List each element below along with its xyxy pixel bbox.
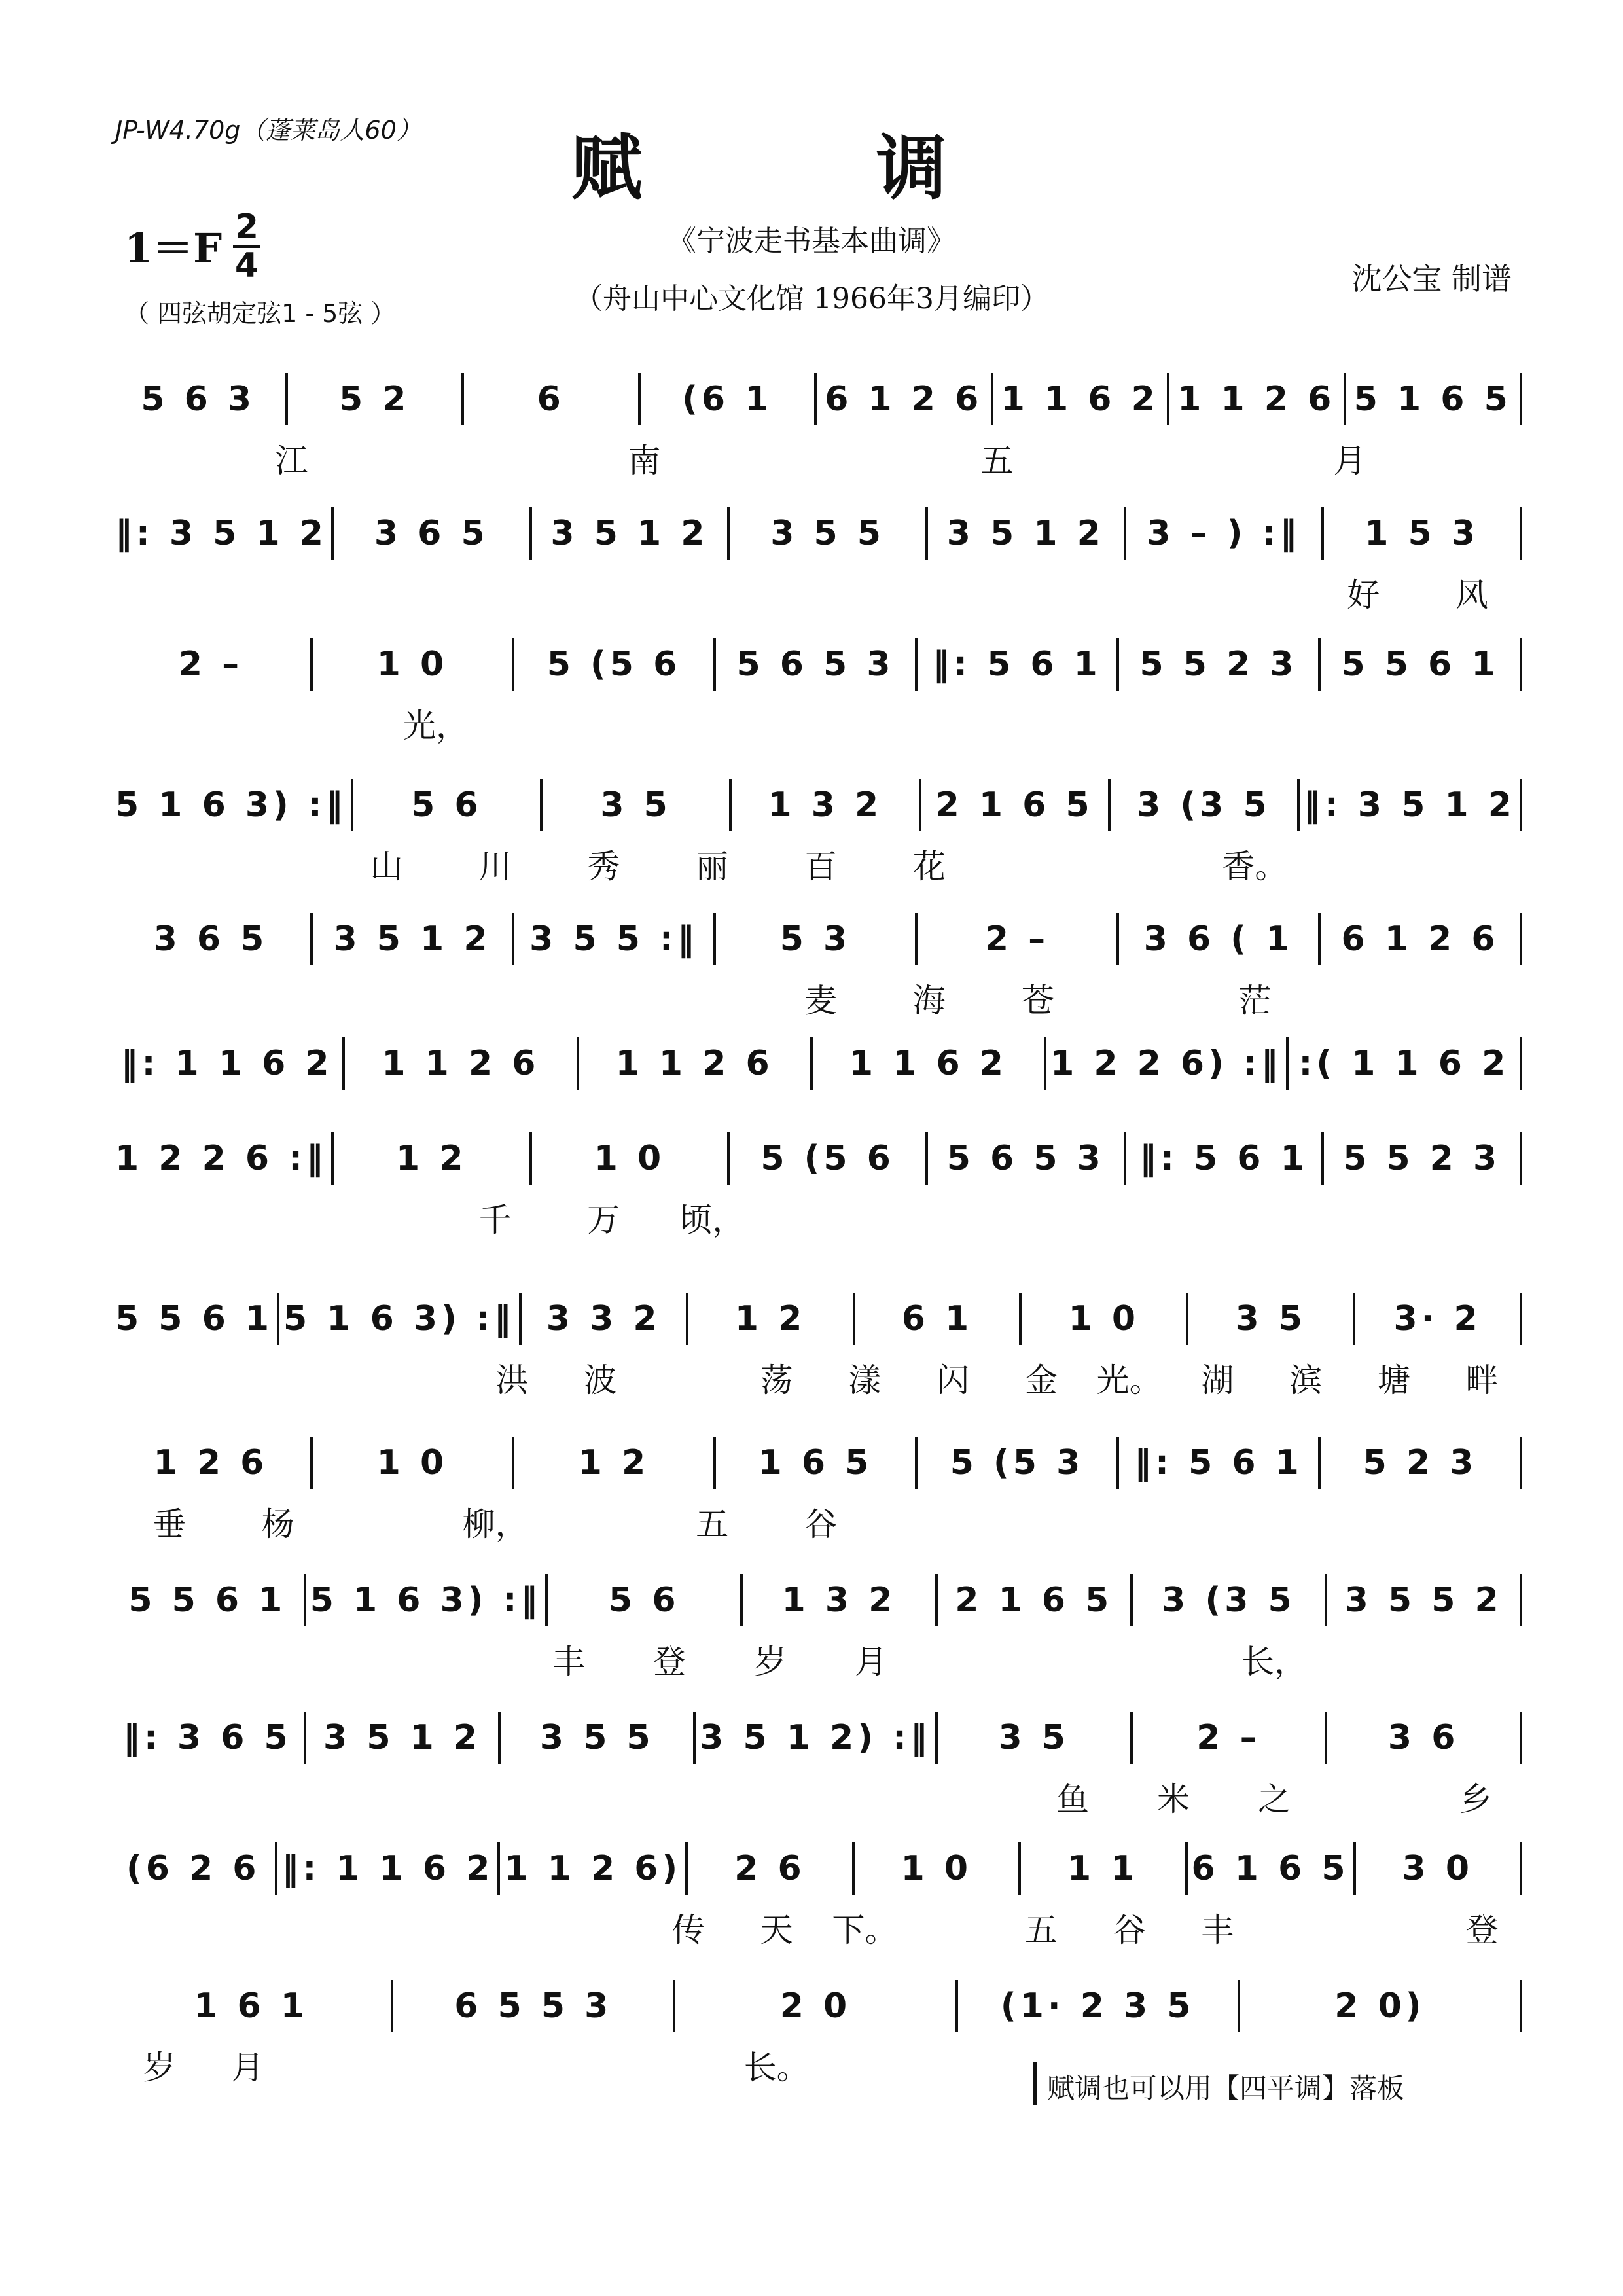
lyric-syllable: 谷 — [1113, 1911, 1146, 1949]
measure: 6 — [537, 380, 565, 419]
lyrics-row — [115, 1774, 1526, 1820]
barline — [1186, 1293, 1188, 1345]
barline — [935, 1574, 938, 1626]
barline — [1318, 913, 1321, 965]
barline — [519, 1293, 522, 1345]
measure: 3 0 — [1402, 1849, 1473, 1888]
measure: 1 2 2 6) :‖ — [1050, 1044, 1282, 1083]
lyric-syllable: 月 — [855, 1643, 887, 1681]
measure: 5 1 6 3) :‖ — [115, 785, 347, 825]
notation-row — [115, 363, 1526, 435]
barline — [1353, 1842, 1356, 1895]
lyric-syllable: 波 — [584, 1361, 617, 1399]
measure: 5 1 6 3) :‖ — [310, 1581, 542, 1620]
measure: 3 5 5 — [770, 514, 885, 553]
lyric-syllable: 山 — [370, 848, 403, 886]
measure: 2 – — [1196, 1718, 1261, 1757]
measure: 1 1 2 6 — [1177, 380, 1336, 419]
barline — [540, 779, 543, 831]
notation-row — [115, 628, 1526, 700]
notation-row — [115, 903, 1526, 975]
measure: 5 5 2 3 — [1343, 1139, 1501, 1178]
measure: 5 2 3 — [1363, 1443, 1478, 1482]
measure: 5 1 6 5 — [1353, 380, 1512, 419]
measure: 5 3 — [779, 920, 851, 959]
time-numerator: 2 — [234, 207, 259, 247]
lyric-syllable: 杨 — [261, 1505, 294, 1543]
barline — [1318, 1437, 1321, 1489]
barline — [1044, 1037, 1046, 1090]
time-denominator: 4 — [234, 246, 259, 285]
lyric-syllable: 漾 — [848, 1361, 882, 1399]
barline — [727, 1132, 730, 1185]
barline — [310, 913, 313, 965]
measure: 5 (5 6 — [546, 645, 681, 684]
barline — [529, 1132, 532, 1185]
measure: 5 5 6 1 — [115, 1299, 274, 1338]
measure: (6 2 6 — [126, 1849, 260, 1888]
barline — [1124, 1132, 1126, 1185]
lyric-syllable: 川 — [478, 848, 512, 886]
barline — [713, 913, 716, 965]
barline — [729, 779, 732, 831]
lyric-syllable: 丰 — [1201, 1911, 1234, 1949]
lyric-syllable: 千 — [478, 1201, 512, 1239]
barline — [1130, 1574, 1133, 1626]
lyric-syllable: 乡 — [1459, 1780, 1492, 1818]
barline — [915, 638, 918, 691]
lyric-syllable: 金 — [1024, 1361, 1058, 1399]
measure: 1 6 1 — [194, 1986, 308, 2026]
lyric-syllable: 长。 — [743, 2049, 810, 2087]
measure: 3 5 — [1235, 1299, 1306, 1338]
lyric-syllable: 岁 — [754, 1643, 787, 1681]
lyric-syllable: 五 — [980, 442, 1014, 480]
lyrics-row — [115, 700, 1526, 746]
measure: 2 1 6 5 — [955, 1581, 1113, 1620]
barline — [1318, 638, 1321, 691]
measure: 3 5 1 2 — [946, 514, 1105, 553]
measure: 6 1 2 6 — [1341, 920, 1499, 959]
lyric-syllable: 风 — [1455, 576, 1489, 614]
lyric-syllable: 米 — [1157, 1780, 1190, 1818]
barline — [1520, 1574, 1522, 1626]
time-signature — [230, 207, 263, 285]
barline — [512, 638, 514, 691]
lyric-syllable: 湖 — [1201, 1361, 1234, 1399]
barline — [915, 913, 918, 965]
measure: ‖: 5 6 1 — [933, 645, 1101, 684]
barline — [925, 1132, 928, 1185]
lyric-syllable: 闪 — [936, 1361, 970, 1399]
barline — [1116, 638, 1119, 691]
barline — [304, 1574, 306, 1626]
measure: (1· 2 3 5 — [1000, 1986, 1195, 2026]
barline — [1520, 1293, 1522, 1345]
measure: ‖: 3 6 5 — [123, 1718, 292, 1757]
barline — [955, 1980, 958, 2032]
lyrics-row — [115, 435, 1526, 481]
barline — [342, 1037, 345, 1090]
barline — [1520, 1132, 1522, 1185]
lyric-syllable: 茫 — [1238, 982, 1272, 1020]
barline — [304, 1712, 306, 1764]
measure: ‖: 5 6 1 — [1139, 1139, 1308, 1178]
barline — [1520, 913, 1522, 965]
lyrics-row — [115, 569, 1526, 615]
measure: 3 5 5 :‖ — [529, 920, 698, 959]
barline — [1185, 1842, 1188, 1895]
lyric-syllable: 好 — [1347, 576, 1380, 614]
measure: ‖: 5 6 1 — [1134, 1443, 1303, 1482]
notation-row — [115, 1028, 1526, 1100]
measure: ‖: 1 1 6 2 — [281, 1849, 494, 1888]
barline — [529, 507, 532, 560]
measure: 3 6 ( 1 — [1143, 920, 1294, 959]
lyric-syllable: 登 — [1465, 1911, 1499, 1949]
measure: 2 0 — [779, 1986, 851, 2026]
barline — [685, 1842, 688, 1895]
barline — [686, 1293, 688, 1345]
barline — [1520, 1712, 1522, 1764]
barline — [1520, 1037, 1522, 1090]
barline — [277, 1293, 279, 1345]
lyrics-row — [115, 1905, 1526, 1950]
barline — [810, 1037, 813, 1090]
barline — [713, 638, 716, 691]
lyric-syllable: 滨 — [1289, 1361, 1323, 1399]
barline — [1286, 1037, 1289, 1090]
barline — [1321, 507, 1324, 560]
measure: ‖: 1 1 6 2 — [120, 1044, 333, 1083]
measure: 1 1 6 2 — [849, 1044, 1007, 1083]
barline — [331, 507, 334, 560]
measure: 3 6 — [1387, 1718, 1459, 1757]
barline — [1116, 1437, 1119, 1489]
barline — [497, 1842, 500, 1895]
barline — [853, 1293, 855, 1345]
barline — [331, 1132, 334, 1185]
page-title: 赋 调 — [571, 128, 1052, 209]
lyric-syllable: 月 — [1333, 442, 1366, 480]
barline — [919, 779, 921, 831]
barline — [1520, 1437, 1522, 1489]
measure: 1 0 — [901, 1849, 972, 1888]
measure: 1 0 — [376, 1443, 448, 1482]
measure: 3 5 — [998, 1718, 1069, 1757]
barline — [638, 373, 641, 425]
barline — [285, 373, 288, 425]
measure: 6 1 6 5 — [1191, 1849, 1349, 1888]
measure: 1 1 2 6 — [615, 1044, 774, 1083]
barline — [925, 507, 928, 560]
barline — [1019, 1293, 1022, 1345]
barline — [1297, 779, 1300, 831]
lyric-syllable: 洪 — [495, 1361, 529, 1399]
lyrics-row — [115, 1194, 1526, 1240]
lyric-syllable: 天 — [760, 1911, 793, 1949]
measure: 2 0) — [1334, 1986, 1425, 2026]
measure: 3 5 1 2 — [323, 1718, 482, 1757]
measure: 5 6 — [411, 785, 482, 825]
notation-row — [115, 1833, 1526, 1905]
barline — [1520, 1842, 1522, 1895]
measure: ‖: 3 5 1 2 — [1304, 785, 1516, 825]
barline — [1018, 1842, 1021, 1895]
lyric-syllable: 光， — [403, 707, 469, 745]
measure: 5 5 2 3 — [1139, 645, 1298, 684]
footnote: 赋调也可以用【四平调】落板 — [1047, 2072, 1405, 2104]
measure: 5 2 — [339, 380, 410, 419]
source-tag: JP-W4.70g（蓬莱岛人60） — [115, 116, 421, 145]
barline — [1321, 1132, 1324, 1185]
measure: 6 1 2 6 — [825, 380, 983, 419]
measure: 3 5 5 — [539, 1718, 654, 1757]
lyric-syllable: 月 — [231, 2049, 264, 2087]
notation-row — [115, 497, 1526, 569]
measure: 1 2 2 6 :‖ — [115, 1139, 327, 1178]
measure: 3 5 — [600, 785, 671, 825]
measure: 5 (5 6 — [760, 1139, 895, 1178]
measure: 1 2 — [396, 1139, 467, 1178]
barline — [814, 373, 817, 425]
barline — [1167, 373, 1169, 425]
measure: 2 – — [984, 920, 1050, 959]
barline — [935, 1712, 938, 1764]
barline — [351, 779, 353, 831]
measure: 1 3 2 — [768, 785, 883, 825]
notation-row — [115, 769, 1526, 841]
lyric-syllable: 光。 — [1096, 1361, 1162, 1399]
barline — [1130, 1712, 1133, 1764]
barline — [310, 1437, 313, 1489]
measure: 1 0 — [1068, 1299, 1140, 1338]
barline — [1520, 638, 1522, 691]
lyric-syllable: 南 — [628, 442, 661, 480]
origin-note: （舟山中心文化馆 1966年3月编印） — [574, 282, 1049, 315]
measure: 5 6 3 — [141, 380, 256, 419]
measure: 3 (3 5 — [1162, 1581, 1296, 1620]
lyric-syllable: 岁 — [143, 2049, 176, 2087]
measure: 2 – — [178, 645, 243, 684]
measure: 6 5 5 3 — [454, 1986, 613, 2026]
lyric-syllable: 传 — [671, 1911, 705, 1949]
notation-row — [115, 1283, 1526, 1355]
barline — [1520, 373, 1522, 425]
lyric-syllable: 秀 — [587, 848, 620, 886]
lyric-syllable: 五 — [696, 1505, 729, 1543]
lyric-syllable: 荡 — [760, 1361, 793, 1399]
barline — [498, 1712, 501, 1764]
measure: 1 1 2 6 — [382, 1044, 540, 1083]
barline — [461, 373, 464, 425]
measure: 3 3 2 — [546, 1299, 661, 1338]
lyrics-row — [115, 841, 1526, 887]
notation-row — [115, 1122, 1526, 1194]
measure: 1 6 5 — [758, 1443, 873, 1482]
measure: 3 5 1 2) :‖ — [700, 1718, 931, 1757]
measure: 2 1 6 5 — [935, 785, 1094, 825]
measure: 1 5 3 — [1364, 514, 1480, 553]
lyric-syllable: 五 — [1024, 1911, 1058, 1949]
measure: 3 6 5 — [153, 920, 268, 959]
measure: 3 5 1 2 — [550, 514, 709, 553]
lyric-syllable: 万 — [587, 1201, 620, 1239]
barline — [852, 1842, 855, 1895]
barline — [1520, 1980, 1522, 2032]
measure: 5 6 — [609, 1581, 680, 1620]
measure: 5 6 5 3 — [736, 645, 895, 684]
measure: :( 1 1 6 2 — [1298, 1044, 1510, 1083]
lyric-syllable: 百 — [804, 848, 837, 886]
barline — [391, 1980, 393, 2032]
notation-row — [115, 1427, 1526, 1499]
barline — [1520, 507, 1522, 560]
measure: 6 1 — [901, 1299, 973, 1338]
measure: 1 1 6 2 — [1001, 380, 1159, 419]
barline — [310, 638, 313, 691]
lyric-syllable: 畔 — [1465, 1361, 1499, 1399]
lyric-syllable: 鱼 — [1056, 1780, 1089, 1818]
measure: 1 2 6 — [153, 1443, 268, 1482]
barline — [727, 507, 730, 560]
barline — [915, 1437, 918, 1489]
measure: 1 1 — [1067, 1849, 1139, 1888]
notation-row — [115, 1970, 1526, 2042]
lyric-syllable: 海 — [912, 982, 946, 1020]
lyrics-row — [115, 1355, 1526, 1401]
notation-row — [115, 1564, 1526, 1636]
measure: 1 2 — [734, 1299, 806, 1338]
barline — [512, 913, 514, 965]
lyric-syllable: 之 — [1258, 1780, 1291, 1818]
lyric-syllable: 花 — [912, 848, 946, 886]
lyric-syllable: 登 — [653, 1643, 686, 1681]
measure: 3 6 5 — [374, 514, 489, 553]
lyric-syllable: 江 — [275, 442, 308, 480]
barline — [545, 1574, 548, 1626]
barline — [1124, 507, 1126, 560]
measure: 5 6 5 3 — [946, 1139, 1105, 1178]
barline — [740, 1574, 743, 1626]
measure: 5 (5 3 — [950, 1443, 1084, 1482]
measure: 5 1 6 3) :‖ — [283, 1299, 515, 1338]
subtitle: 《宁波走书基本曲调》 — [668, 224, 955, 258]
barline — [1353, 1293, 1355, 1345]
key-signature: 1＝F — [124, 224, 223, 272]
measure: 3 5 1 2 — [333, 920, 491, 959]
lyric-syllable: 丽 — [696, 848, 729, 886]
barline — [1325, 1712, 1327, 1764]
lyric-syllable: 顷， — [679, 1201, 745, 1239]
measure: 5 5 6 1 — [1341, 645, 1499, 684]
barline — [1520, 779, 1522, 831]
lyric-syllable: 谷 — [804, 1505, 837, 1543]
lyric-syllable: 麦 — [804, 982, 837, 1020]
lyric-syllable: 垂 — [152, 1505, 186, 1543]
measure: 1 0 — [376, 645, 448, 684]
tuning-note: （ 四弦胡定弦1 - 5弦 ） — [124, 299, 396, 328]
barline — [1344, 373, 1346, 425]
lyric-syllable: 长， — [1241, 1643, 1307, 1681]
barline — [713, 1437, 716, 1489]
lyrics-row — [115, 975, 1526, 1021]
lyrics-row — [115, 1636, 1526, 1682]
measure: 1 2 — [578, 1443, 650, 1482]
notation-row — [115, 1702, 1526, 1774]
lyric-syllable: 下。 — [832, 1911, 898, 1949]
barline — [673, 1980, 675, 2032]
lyric-syllable: 丰 — [552, 1643, 585, 1681]
lyric-syllable: 塘 — [1377, 1361, 1410, 1399]
barline — [577, 1037, 579, 1090]
barline — [512, 1437, 514, 1489]
lyric-syllable: 柳， — [462, 1505, 528, 1543]
arranger-credit: 沈公宝 制谱 — [1351, 261, 1512, 296]
measure: 1 1 2 6) — [504, 1849, 682, 1888]
measure: 3 – ) :‖ — [1147, 514, 1301, 553]
barline — [693, 1712, 696, 1764]
measure: 3 5 5 2 — [1344, 1581, 1503, 1620]
measure: (6 1 — [682, 380, 773, 419]
barline — [1325, 1574, 1327, 1626]
lyric-syllable: 香。 — [1222, 848, 1288, 886]
measure: 1 0 — [594, 1139, 666, 1178]
barline — [1116, 913, 1119, 965]
measure: 2 6 — [734, 1849, 806, 1888]
barline — [275, 1842, 277, 1895]
measure: 3 (3 5 — [1137, 785, 1271, 825]
footnote-barline — [1033, 2062, 1037, 2105]
barline — [1108, 779, 1111, 831]
measure: 5 5 6 1 — [128, 1581, 287, 1620]
measure: 3· 2 — [1393, 1299, 1482, 1338]
lyrics-row — [115, 1499, 1526, 1545]
barline — [991, 373, 993, 425]
lyric-syllable: 苍 — [1021, 982, 1054, 1020]
barline — [1238, 1980, 1240, 2032]
measure: ‖: 3 5 1 2 — [115, 514, 327, 553]
measure: 1 3 2 — [781, 1581, 897, 1620]
